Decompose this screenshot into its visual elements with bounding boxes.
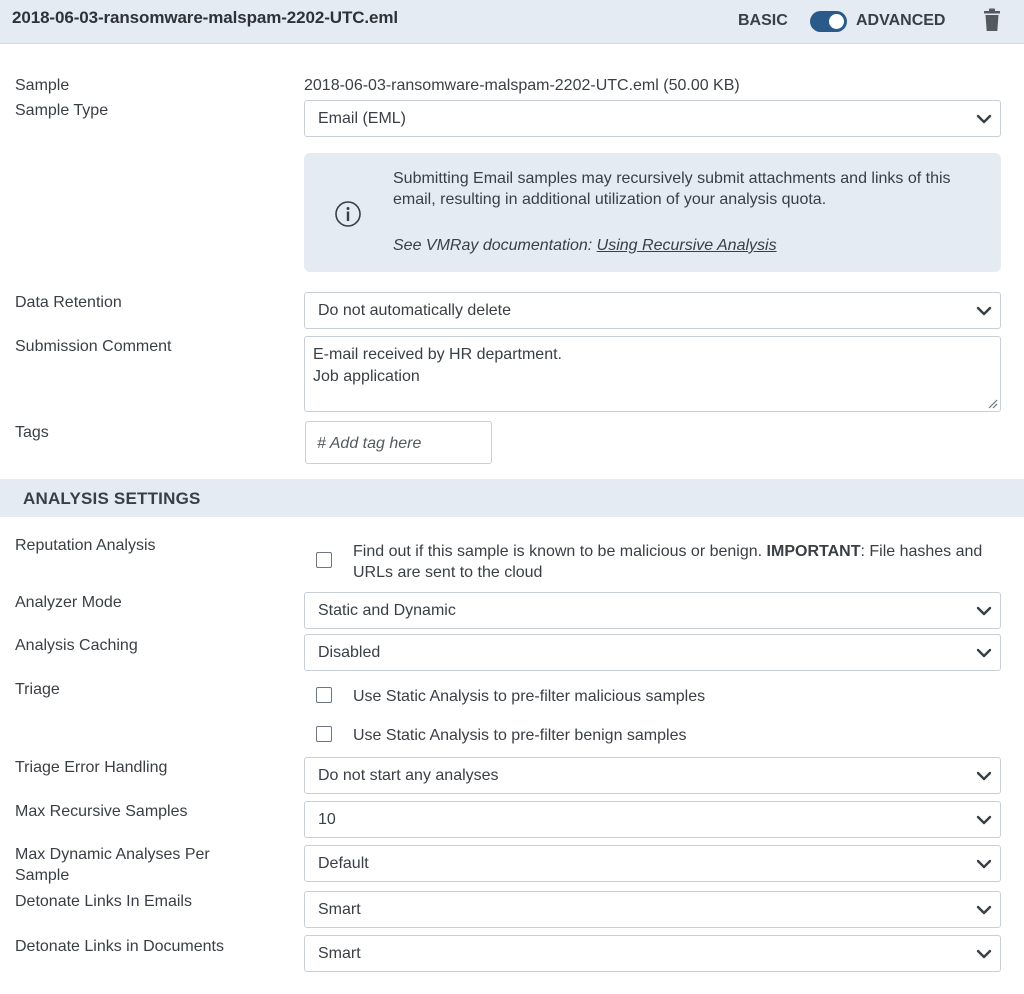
data-retention-label: Data Retention: [15, 294, 122, 311]
basic-mode-label[interactable]: BASIC: [738, 12, 788, 29]
info-doc-line: [393, 237, 777, 255]
info-doc-prefix: See VMRay documentation:: [393, 237, 597, 254]
chevron-down-icon: [976, 856, 992, 872]
detonate-emails-label: Detonate Links In Emails: [15, 893, 192, 910]
chevron-down-icon: [976, 946, 992, 962]
recursive-info-box: [304, 153, 1001, 272]
info-icon: [334, 200, 362, 228]
triage-error-value: Do not start any analyses: [318, 767, 499, 784]
reputation-checkbox[interactable]: [316, 552, 332, 568]
sample-header: [0, 0, 1024, 44]
sample-type-value: Email (EML): [318, 110, 407, 127]
mode-toggle[interactable]: [810, 11, 847, 32]
max-dynamic-value: Default: [318, 855, 369, 872]
detonate-docs-value: Smart: [318, 945, 361, 962]
max-recursive-value: 10: [318, 811, 336, 828]
tag-input[interactable]: [305, 421, 492, 464]
chevron-down-icon: [976, 111, 992, 127]
reputation-text-1: Find out if this sample is known to be malicious or benign.: [353, 543, 763, 560]
data-retention-value: Do not automatically delete: [318, 302, 511, 319]
toggle-knob: [829, 14, 844, 29]
max-dynamic-label-1: Max Dynamic Analyses Per: [15, 846, 210, 863]
max-recursive-label: Max Recursive Samples: [15, 803, 188, 820]
submission-comment-label: Submission Comment: [15, 338, 172, 355]
analysis-caching-label: Analysis Caching: [15, 637, 138, 654]
detonate-emails-value: Smart: [318, 901, 361, 918]
comment-line-1: E-mail received by HR department.: [313, 346, 562, 363]
tag-placeholder: # Add tag here: [317, 435, 422, 452]
section-title: ANALYSIS SETTINGS: [23, 489, 201, 508]
trash-icon[interactable]: [982, 8, 1002, 32]
resize-handle-icon[interactable]: [986, 397, 998, 409]
comment-line-2: Job application: [313, 368, 420, 385]
analyzer-mode-select[interactable]: [304, 592, 1001, 629]
chevron-down-icon: [976, 812, 992, 828]
triage-benign-checkbox[interactable]: [316, 726, 332, 742]
data-retention-select[interactable]: [304, 292, 1001, 329]
triage-label: Triage: [15, 681, 60, 698]
max-recursive-select[interactable]: [304, 801, 1001, 838]
analysis-caching-value: Disabled: [318, 644, 381, 661]
max-dynamic-label-2: Sample: [15, 867, 70, 884]
submission-comment-field[interactable]: [304, 336, 1001, 412]
advanced-mode-label[interactable]: ADVANCED: [856, 12, 946, 29]
info-message: Submitting Email samples may recursively submit attachments and links of this email, resulting in additional utilization of your analysis quota.: [393, 170, 951, 208]
detonate-emails-select[interactable]: [304, 891, 1001, 928]
detonate-docs-select[interactable]: [304, 935, 1001, 972]
triage-malicious-text: Use Static Analysis to pre-filter malicious samples: [353, 688, 706, 705]
analyzer-mode-label: Analyzer Mode: [15, 594, 122, 611]
chevron-down-icon: [976, 768, 992, 784]
reputation-text-2: : File hashes and URLs are sent to the cloud: [353, 543, 983, 581]
triage-error-label: Triage Error Handling: [15, 759, 168, 776]
triage-benign-text: Use Static Analysis to pre-filter benign samples: [353, 727, 687, 744]
sample-title: 2018-06-03-ransomware-malspam-2202-UTC.eml: [12, 8, 399, 27]
tags-label: Tags: [15, 424, 49, 441]
sample-label: Sample: [15, 77, 70, 94]
analysis-settings-header: [0, 479, 1024, 517]
reputation-important: IMPORTANT: [766, 543, 861, 560]
sample-type-select[interactable]: [304, 100, 1001, 137]
sample-value: 2018-06-03-ransomware-malspam-2202-UTC.eml (50.00 KB): [304, 77, 740, 94]
reputation-analysis-label: Reputation Analysis: [15, 537, 156, 554]
triage-error-select[interactable]: [304, 757, 1001, 794]
analyzer-mode-value: Static and Dynamic: [318, 602, 456, 619]
sample-type-label: Sample Type: [15, 102, 109, 119]
max-dynamic-select[interactable]: [304, 845, 1001, 882]
reputation-text: [353, 541, 993, 583]
triage-malicious-checkbox[interactable]: [316, 687, 332, 703]
chevron-down-icon: [976, 645, 992, 661]
chevron-down-icon: [976, 303, 992, 319]
chevron-down-icon: [976, 603, 992, 619]
analysis-caching-select[interactable]: [304, 634, 1001, 671]
recursive-analysis-link[interactable]: Using Recursive Analysis: [596, 237, 777, 254]
detonate-docs-label: Detonate Links in Documents: [15, 938, 224, 955]
chevron-down-icon: [976, 902, 992, 918]
